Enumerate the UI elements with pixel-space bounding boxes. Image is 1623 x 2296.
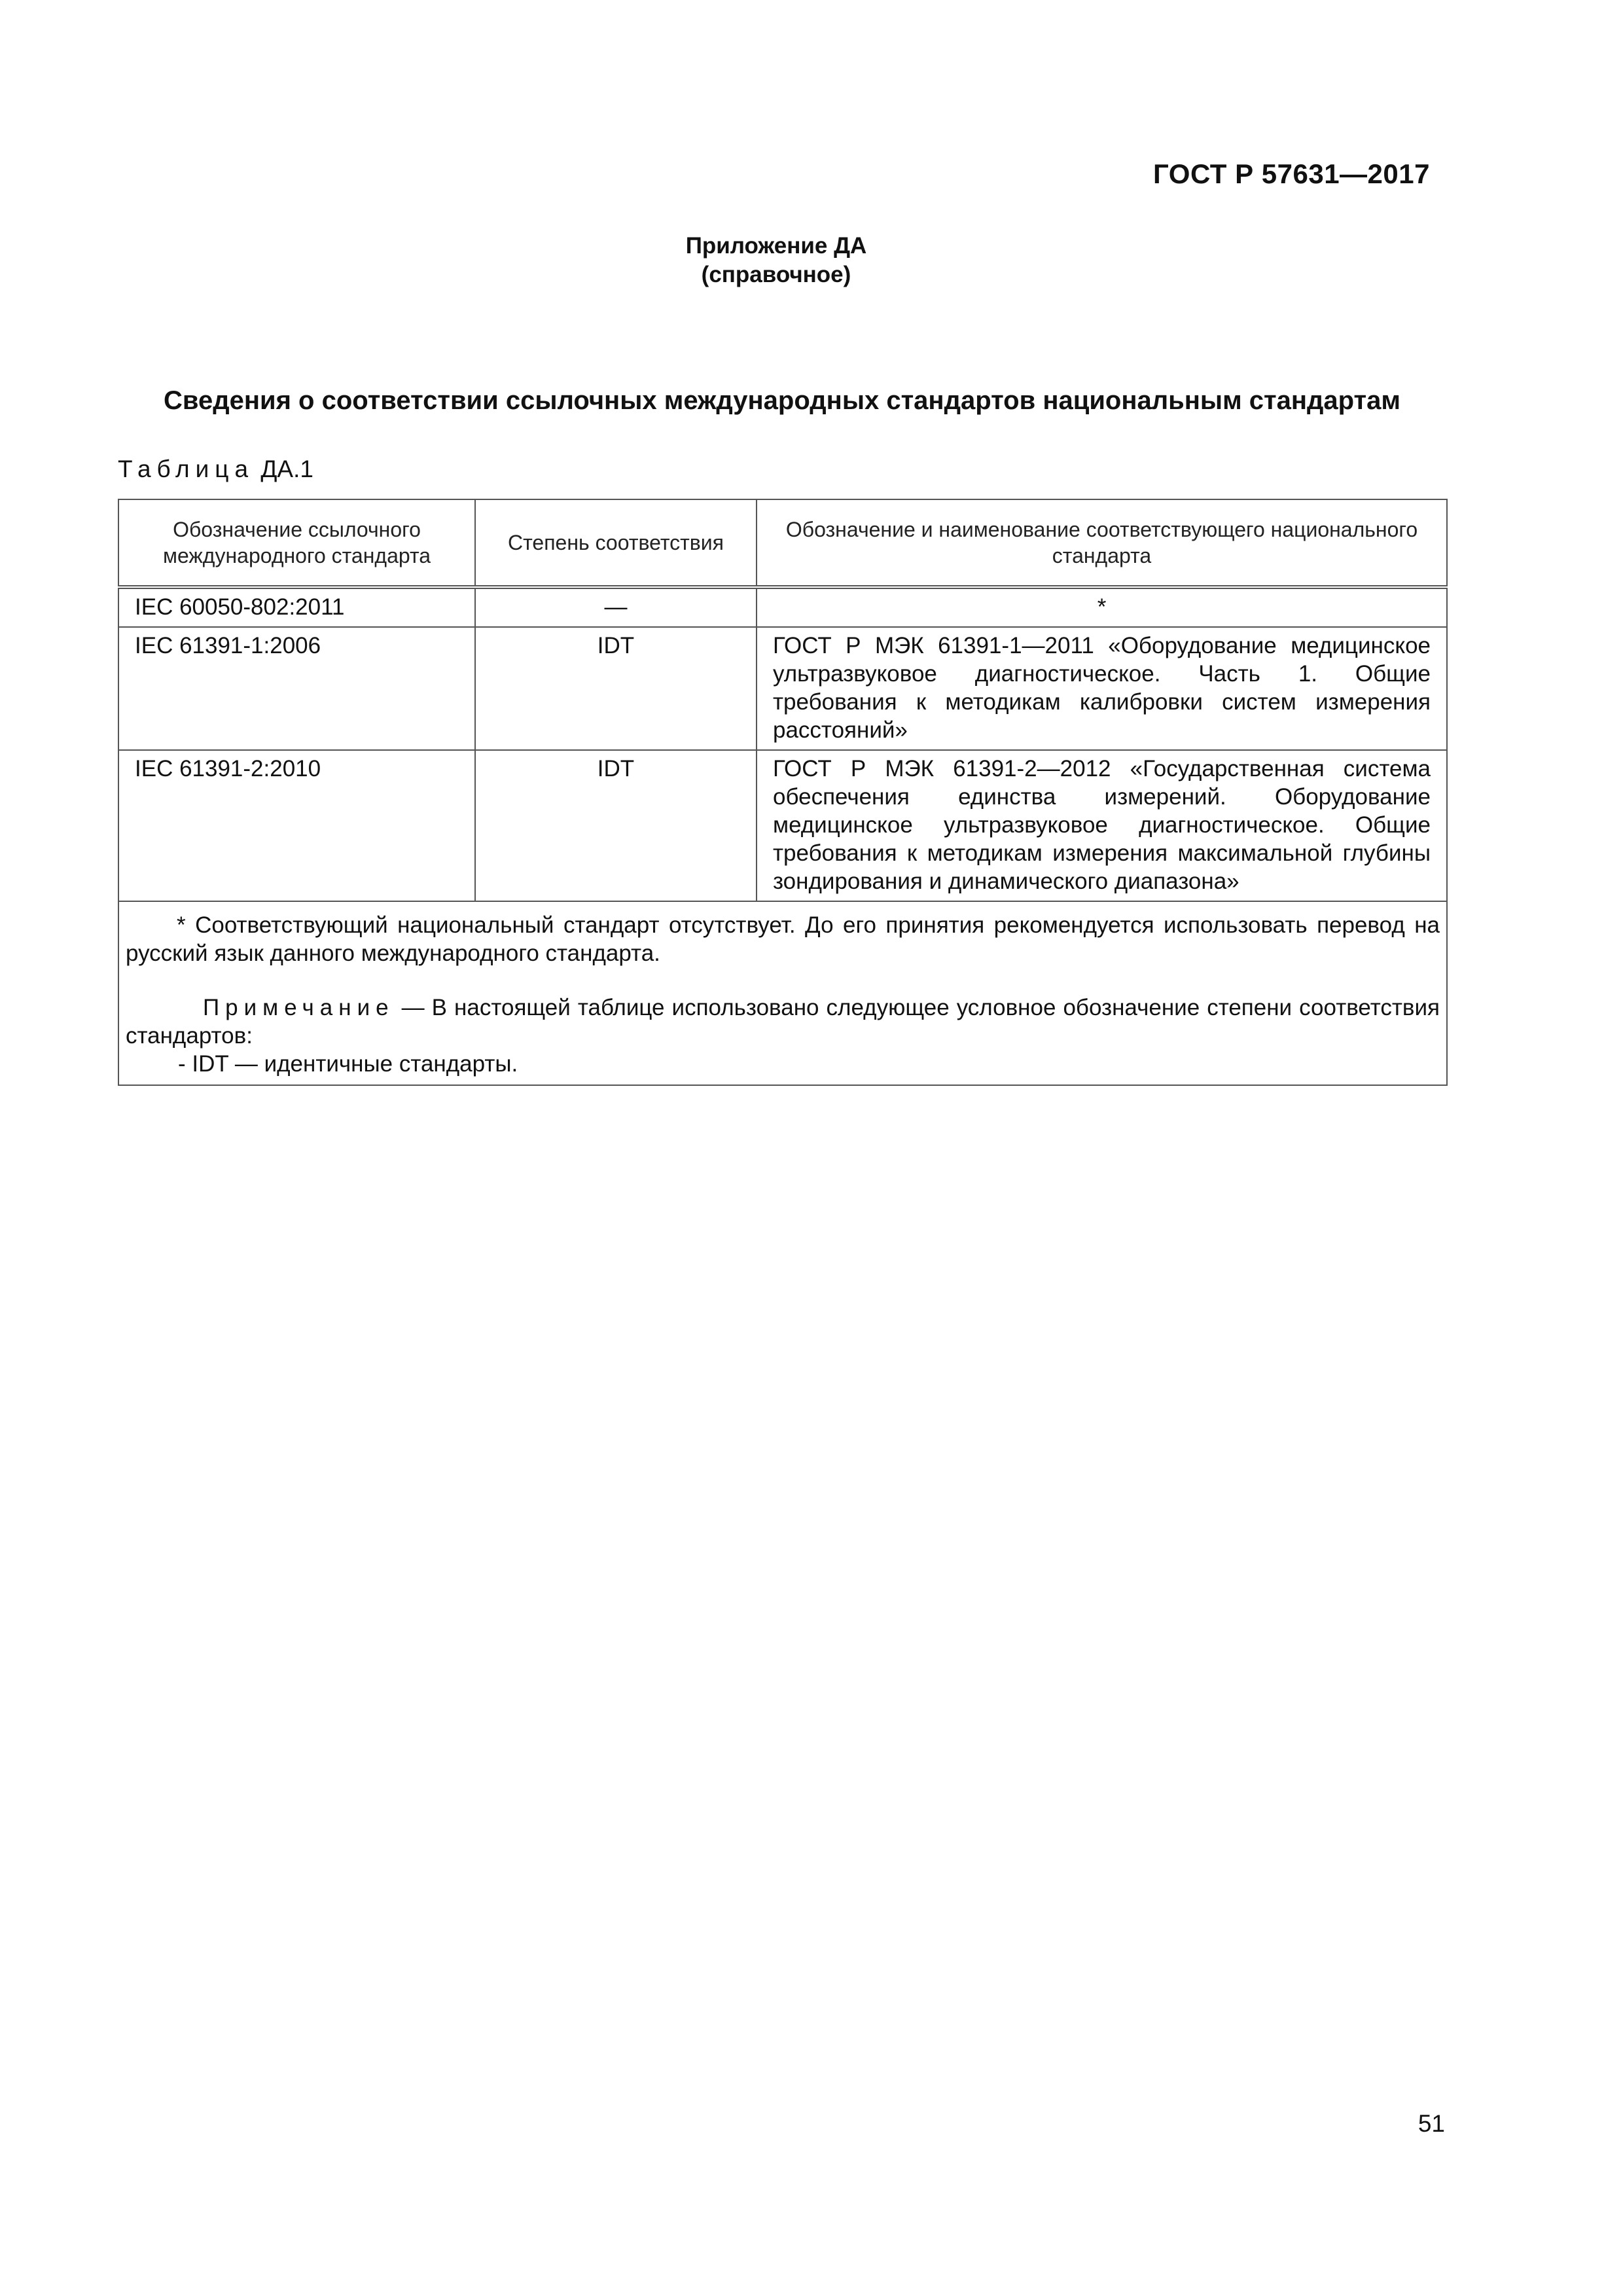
table-row — [118, 587, 1447, 627]
cell-national-standard: ГОСТ Р МЭК 61391-1—2011 «Оборудование медицинское ультразвуковое диагностическое. Часть 1. Общие требования к методикам калибровки систем измерения расстояний» — [757, 627, 1447, 750]
header-national-standard: Обозначение и наименование соответствующего национального стандарта — [757, 499, 1447, 587]
cell-national-standard: * — [757, 587, 1447, 627]
table-header-row — [118, 499, 1447, 587]
table-footnote: * Соответствующий национальный стандарт отсутствует. До его принятия рекомендуется использовать перевод на русский язык данного международного стандарта. — [126, 912, 1440, 966]
cell-degree: IDT — [475, 627, 757, 750]
table-note — [126, 994, 1440, 1050]
note-text: — В настоящей таблице использовано следующее условное обозначение степени соответствия стандартов: — [126, 995, 1440, 1049]
appendix-title: Приложение ДА — [685, 233, 867, 259]
table-notes-cell — [118, 901, 1447, 1085]
table-row — [118, 750, 1447, 901]
section-title: Сведения о соответствии ссылочных международных стандартов национальным стандартам — [164, 386, 1400, 415]
cell-degree: — — [475, 587, 757, 627]
document-id: ГОСТ Р 57631—2017 — [1153, 158, 1430, 189]
correspondence-table — [118, 499, 1448, 1086]
table-label — [118, 456, 313, 483]
table-label-word: Таблица — [118, 456, 255, 482]
cell-degree: IDT — [475, 750, 757, 901]
table-footer-row — [118, 901, 1447, 1085]
header-international-standard: Обозначение ссылочного международного стандарта — [118, 499, 475, 587]
appendix-type: (справочное) — [701, 262, 851, 287]
cell-international-standard: IEC 61391-1:2006 — [118, 627, 475, 750]
table-label-id: ДА.1 — [254, 456, 313, 482]
correspondence-table-wrapper — [118, 499, 1446, 1086]
note-list-item: - IDT — идентичные стандарты. — [178, 1051, 518, 1077]
page-number: 51 — [1418, 2110, 1445, 2137]
cell-international-standard: IEC 61391-2:2010 — [118, 750, 475, 901]
header-degree-of-correspondence: Степень соответствия — [475, 499, 757, 587]
table-row — [118, 627, 1447, 750]
note-label: Примечание — [203, 995, 395, 1020]
cell-national-standard: ГОСТ Р МЭК 61391-2—2012 «Государственная система обеспечения единства измерений. Оборудование медицинское ультразвуковое диагностическое. Общие требования к методикам измерения максимальной глубины зондирования и динамического диапазона» — [757, 750, 1447, 901]
cell-international-standard: IEC 60050-802:2011 — [118, 587, 475, 627]
